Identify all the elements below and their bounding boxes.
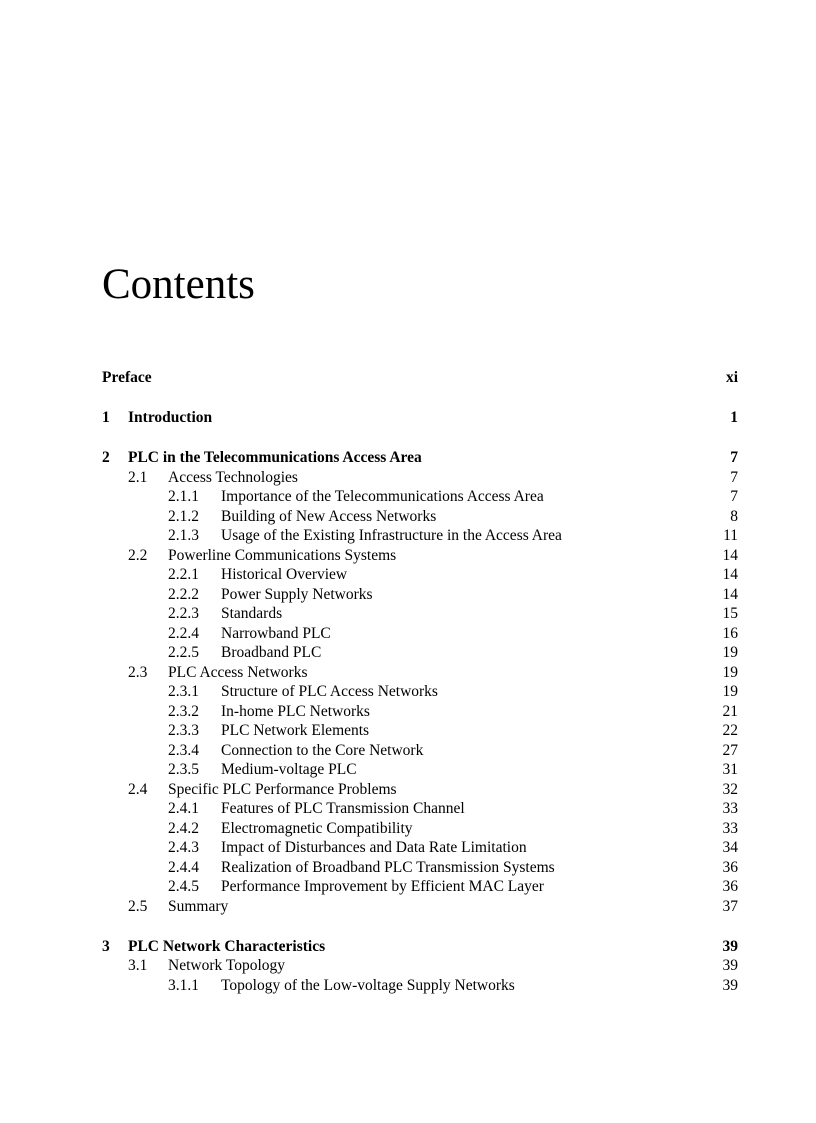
toc-entry-subsection[interactable] xyxy=(102,565,738,585)
toc-entry-page: 21 xyxy=(722,702,738,720)
toc-entry-page: 19 xyxy=(722,644,738,661)
toc-entry-number: 2.4 xyxy=(128,780,148,798)
toc-entry-page: 33 xyxy=(722,800,738,817)
toc-entry-preface[interactable] xyxy=(102,368,738,388)
toc-entry-section[interactable] xyxy=(102,897,738,917)
toc-entry-subsection[interactable] xyxy=(102,976,738,996)
toc-entry-subsection[interactable] xyxy=(102,799,738,819)
toc-entry-page: 16 xyxy=(722,624,738,642)
toc-entry-title: Summary xyxy=(168,897,229,915)
toc-entry-page: 34 xyxy=(722,839,738,856)
toc-entry-subsection[interactable] xyxy=(102,819,738,839)
toc-entry-section[interactable] xyxy=(102,956,738,976)
toc-entry-number: 2.4.3 xyxy=(168,839,199,856)
toc-entry-page: 36 xyxy=(722,858,738,876)
toc-entry-page: 36 xyxy=(722,878,738,895)
toc-entry-page: 7 xyxy=(730,449,738,466)
toc-entry-title: Introduction xyxy=(128,409,213,426)
toc-entry-number: 3 xyxy=(102,937,110,955)
toc-entry-title: Historical Overview xyxy=(221,566,348,583)
toc-entry-subsection[interactable] xyxy=(102,858,738,878)
toc-entry-subsection[interactable] xyxy=(102,585,738,605)
toc-entry-title: Narrowband PLC xyxy=(221,624,331,642)
toc-entry-title: PLC Network Characteristics xyxy=(128,937,326,955)
toc-entry-chapter-2[interactable] xyxy=(102,448,738,468)
toc-entry-number: 2.4.5 xyxy=(168,878,199,895)
toc-entry-page: 14 xyxy=(722,566,738,583)
toc-entry-subsection[interactable] xyxy=(102,526,738,546)
toc-entry-title: Medium-voltage PLC xyxy=(221,761,357,778)
toc-entry-title: Usage of the Existing Infrastructure in the Access Area xyxy=(221,527,562,544)
toc-entry-page: 39 xyxy=(722,957,738,974)
toc-entry-number: 2.2.3 xyxy=(168,605,199,622)
toc-entry-number: 2.5 xyxy=(128,897,148,915)
toc-entry-number: 2.1.1 xyxy=(168,488,199,505)
toc-entry-page: 22 xyxy=(722,722,738,739)
toc-entry-section[interactable] xyxy=(102,663,738,683)
toc-entry-page: 7 xyxy=(730,468,738,486)
toc-entry-title: Realization of Broadband PLC Transmission Systems xyxy=(221,858,555,876)
toc-entry-title: Features of PLC Transmission Channel xyxy=(221,800,465,817)
toc-entry-title: Broadband PLC xyxy=(221,644,322,661)
toc-entry-title: Importance of the Telecommunications Access Area xyxy=(221,488,544,505)
toc-entry-page: 8 xyxy=(730,507,738,525)
toc-entry-subsection[interactable] xyxy=(102,702,738,722)
toc-entry-title: Specific PLC Performance Problems xyxy=(168,780,397,798)
toc-entry-page: 31 xyxy=(722,761,738,778)
toc-entry-title: PLC in the Telecommunications Access Area xyxy=(128,449,422,466)
toc-entry-title: Standards xyxy=(221,605,283,622)
toc-entry-section[interactable] xyxy=(102,468,738,488)
toc-entry-page: 33 xyxy=(722,819,738,837)
toc-entry-number: 2.2.4 xyxy=(168,624,199,642)
toc-entry-section[interactable] xyxy=(102,546,738,566)
toc-entry-title: Powerline Communications Systems xyxy=(168,546,397,564)
toc-entry-number: 2.1.2 xyxy=(168,507,199,525)
toc-entry-subsection[interactable] xyxy=(102,507,738,527)
toc-entry-title: Structure of PLC Access Networks xyxy=(221,683,438,700)
toc-entry-title: Impact of Disturbances and Data Rate Limitation xyxy=(221,839,527,856)
toc-entry-page: 19 xyxy=(722,683,738,700)
toc-entry-number: 2.1.3 xyxy=(168,527,199,544)
toc-entry-number: 2.4.2 xyxy=(168,819,199,837)
toc-entry-title: PLC Network Elements xyxy=(221,722,370,739)
toc-entry-page: 14 xyxy=(722,546,738,564)
toc-entry-subsection[interactable] xyxy=(102,643,738,663)
toc-entry-subsection[interactable] xyxy=(102,721,738,741)
toc-entry-number: 2.3 xyxy=(128,663,148,681)
toc-entry-subsection[interactable] xyxy=(102,741,738,761)
page-title: Contents xyxy=(102,261,255,308)
toc-entry-number: 2.4.1 xyxy=(168,800,199,817)
toc-entry-number: 2.3.2 xyxy=(168,702,199,720)
toc-entry-number: 2.2.2 xyxy=(168,585,199,603)
toc-entry-number: 2.3.4 xyxy=(168,741,199,759)
toc-entry-chapter-1[interactable] xyxy=(102,408,738,428)
toc-entry-number: 2.1 xyxy=(128,468,148,486)
toc-entry-title: Electromagnetic Compatibility xyxy=(221,819,413,837)
toc-entry-page: 15 xyxy=(722,605,738,622)
toc-entry-number: 2.3.3 xyxy=(168,722,199,739)
toc-entry-number: 2.2.1 xyxy=(168,566,199,583)
toc-entry-subsection[interactable] xyxy=(102,838,738,858)
toc-entry-number: 2.3.5 xyxy=(168,761,199,778)
table-of-contents xyxy=(102,368,738,995)
toc-entry-number: 2.2 xyxy=(128,546,148,564)
toc-entry-title: Power Supply Networks xyxy=(221,585,373,603)
toc-entry-subsection[interactable] xyxy=(102,624,738,644)
toc-entry-number: 2.2.5 xyxy=(168,644,199,661)
toc-entry-page: 11 xyxy=(723,527,738,544)
toc-entry-page: 19 xyxy=(722,663,738,681)
toc-entry-title: Connection to the Core Network xyxy=(221,741,424,759)
toc-entry-page: 39 xyxy=(722,976,738,994)
toc-entry-title: Performance Improvement by Efficient MAC Layer xyxy=(221,878,544,895)
toc-entry-page: xi xyxy=(725,369,738,386)
toc-entry-subsection[interactable] xyxy=(102,604,738,624)
toc-entry-title: Building of New Access Networks xyxy=(221,507,437,525)
toc-entry-page: 7 xyxy=(730,488,738,505)
toc-entry-title: Access Technologies xyxy=(168,468,298,486)
toc-entry-page: 32 xyxy=(722,780,738,798)
toc-entry-page: 1 xyxy=(730,409,738,426)
toc-entry-subsection[interactable] xyxy=(102,877,738,897)
toc-entry-number: 3.1 xyxy=(128,957,148,974)
toc-entry-subsection[interactable] xyxy=(102,760,738,780)
toc-entry-number: 3.1.1 xyxy=(168,976,199,994)
toc-entry-number: 1 xyxy=(102,409,110,426)
toc-entry-number: 2.4.4 xyxy=(168,858,199,876)
toc-entry-number: 2.3.1 xyxy=(168,683,199,700)
toc-entry-title: PLC Access Networks xyxy=(168,663,308,681)
toc-entry-subsection[interactable] xyxy=(102,682,738,702)
toc-entry-title: Network Topology xyxy=(168,957,286,974)
toc-entry-page: 14 xyxy=(722,585,738,603)
toc-entry-page: 27 xyxy=(722,741,738,759)
toc-entry-title: In-home PLC Networks xyxy=(221,702,370,720)
toc-entry-title: Preface xyxy=(102,369,152,386)
toc-entry-number: 2 xyxy=(102,449,110,466)
toc-entry-section[interactable] xyxy=(102,780,738,800)
toc-entry-chapter-3[interactable] xyxy=(102,937,738,957)
toc-entry-page: 39 xyxy=(722,937,738,955)
toc-entry-title: Topology of the Low-voltage Supply Networks xyxy=(221,976,515,994)
toc-entry-subsection[interactable] xyxy=(102,487,738,507)
toc-entry-page: 37 xyxy=(722,897,738,915)
